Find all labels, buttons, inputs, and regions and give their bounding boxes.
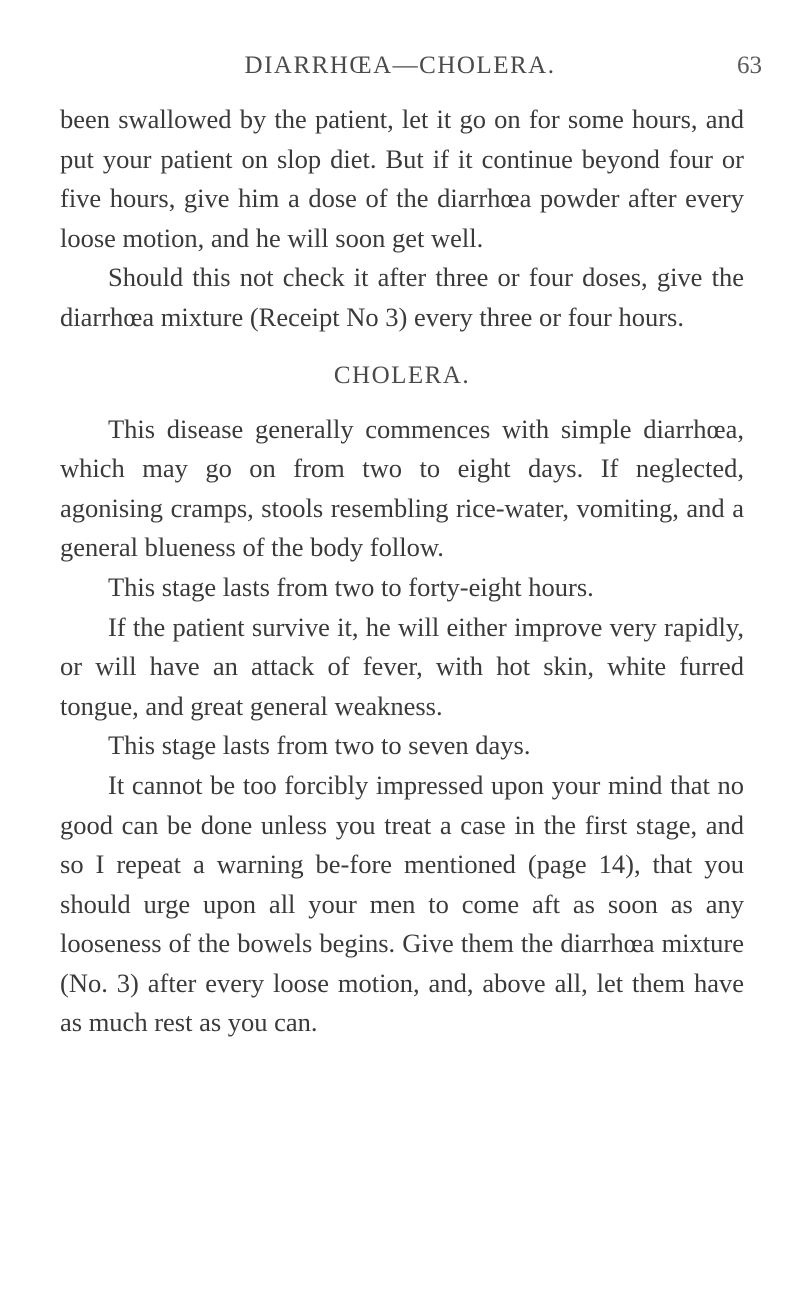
paragraph-stage-duration-1: This stage lasts from two to forty-eight hours.	[108, 571, 594, 602]
paragraph-cholera-onset: This disease generally commences with simple diarrhœa, which may go on from two to eight days. If neglected, agonising cramps, stools resembling rice-water, vomiting, and a general blueness of the body follow.	[60, 413, 744, 563]
page-number: 63	[737, 52, 762, 79]
paragraph-diarrhoea-mixture: Should this not check it after three or four doses, give the diarrhœa mixture (Receipt No 3) every three or four hours.	[60, 262, 744, 332]
paragraph-continuation: been swallowed by the patient, let it go on for some hours, and put your patient on slop diet. But if it continue beyond four or five hours, give him a dose of the diarrhœa powder after every loose motion, and he will soon get well.	[60, 104, 744, 253]
running-head	[0, 52, 800, 88]
running-title: DIARRHŒA—CHOLERA.	[244, 52, 556, 79]
section-heading-cholera: CHOLERA.	[333, 361, 471, 389]
paragraph-patient-survival: If the patient survive it, he will either improve very rapidly, or will have an attack of fever, with hot skin, white furred tongue, and great general weakness.	[60, 611, 744, 721]
text-block	[60, 100, 744, 1043]
paragraph-stage-duration-2: This stage lasts from two to seven days.	[108, 730, 531, 761]
paragraph-warning: It cannot be too forcibly impressed upon your mind that no good can be done unless you treat a case in the first stage, and so I repeat a warning be-fore mentioned (page 14), that you should urge upon all your men to come aft as soon as any looseness of the bowels begins. Give them the diarrhœa mixture (No. 3) after every loose motion, and, above all, let them have as much rest as you can.	[60, 769, 744, 1038]
